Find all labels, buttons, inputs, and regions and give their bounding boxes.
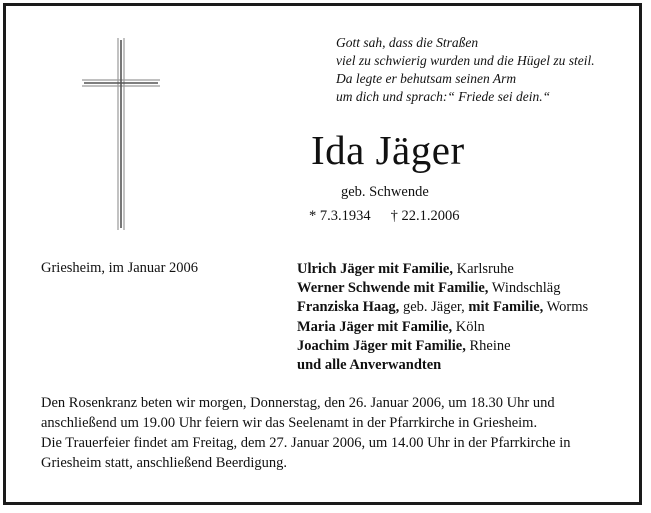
mourner-location: Karlsruhe: [452, 261, 514, 277]
mourner-name: Franziska Haag,: [297, 299, 400, 316]
notice-line: Den Rosenkranz beten wir morgen, Donnerstag, den 26. Januar 2006, um 18.30 Uhr und: [41, 395, 555, 411]
cross-icon: [82, 38, 160, 230]
notice-line: Griesheim statt, anschließend Beerdigung.: [41, 455, 288, 471]
deceased-name: Ida Jäger: [311, 127, 465, 173]
mourner-location: Rheine: [465, 337, 511, 354]
mourner-location: Worms: [543, 299, 589, 316]
poem-line: viel zu schwierig wurden und die Hügel zu steil.: [336, 53, 595, 68]
mourner-line: [297, 356, 588, 375]
notice-line: Die Trauerfeier findet am Freitag, dem 27. Januar 2006, um 14.00 Uhr in der Pfarrkirche in: [41, 435, 571, 451]
mourner-family: mit Familie,: [468, 299, 544, 316]
mourner-line: [297, 260, 588, 279]
poem-line: Gott sah, dass die Straßen: [336, 35, 479, 50]
life-dates: [309, 208, 460, 225]
mourner-line: [297, 337, 588, 356]
mourners-list: [297, 260, 588, 375]
mourner-line: [297, 298, 588, 317]
mourner-location: Köln: [452, 318, 485, 335]
mourner-name: Ulrich Jäger mit Familie,: [297, 261, 453, 277]
mourner-line: [297, 318, 588, 337]
service-notice: [41, 393, 621, 473]
place-date: Griesheim, im Januar 2006: [41, 260, 199, 276]
poem-line: Da legte er behutsam seinen Arm: [336, 71, 517, 86]
poem-line: um dich und sprach:“ Friede sei dein.“: [336, 89, 551, 104]
death-date: † 22.1.2006: [390, 208, 460, 224]
maiden-name: geb. Schwende: [341, 184, 429, 200]
mourner-name: Werner Schwende mit Familie,: [297, 280, 489, 297]
mourner-maiden: geb. Jäger,: [399, 299, 469, 316]
mourner-name: Joachim Jäger mit Familie,: [297, 337, 466, 354]
mourner-name: Maria Jäger mit Familie,: [297, 318, 453, 335]
notice-line: anschließend um 19.00 Uhr feiern wir das Seelenamt in der Pfarrkirche in Griesheim.: [41, 415, 538, 431]
poem: [336, 34, 595, 106]
mourner-name: und alle Anverwandten: [297, 357, 442, 374]
birth-date: * 7.3.1934: [309, 208, 371, 224]
mourner-line: [297, 279, 588, 298]
mourner-location: Windschläg: [488, 280, 561, 297]
